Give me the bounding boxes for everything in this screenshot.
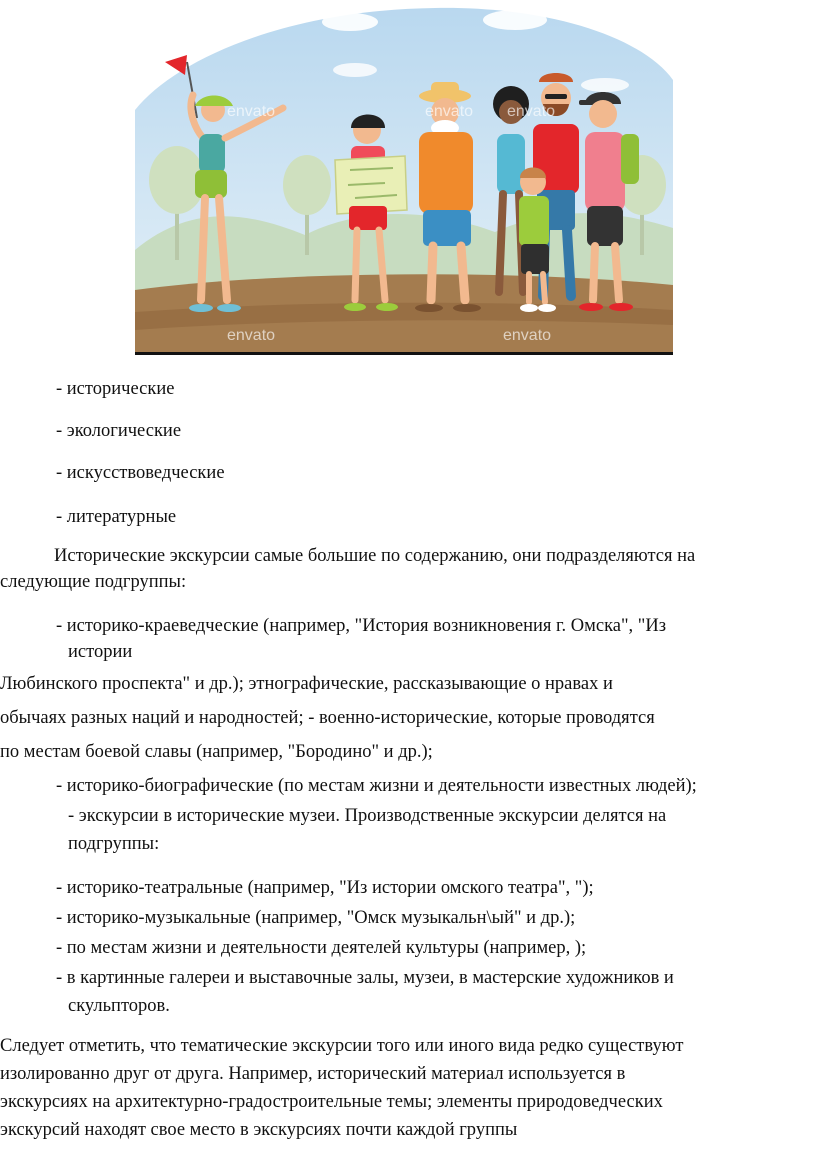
paragraph-line: по местам боевой славы (например, "Бородино" и др.); <box>0 742 433 762</box>
tourists-illustration <box>135 0 673 352</box>
list-item: - историко-краеведческие (например, "История возникновения г. Омска", "Из <box>56 616 667 636</box>
paragraph-line: экскурсиях на архитектурно-градостроительные темы; элементы природоведческих <box>0 1092 663 1112</box>
watermark-text: envato <box>425 103 474 120</box>
watermark-text: envato <box>227 327 276 344</box>
list-item: - по местам жизни и деятельности деятелей культуры (например, ); <box>56 938 587 958</box>
watermark-text: envato <box>507 103 556 120</box>
list-item: истории <box>68 642 133 662</box>
list-item: - экскурсии в исторические музеи. Производственные экскурсии делятся на <box>68 806 667 826</box>
list-item: - исторические <box>56 379 175 399</box>
list-item: - искусствоведческие <box>56 463 225 483</box>
list-item: - историко-биографические (по местам жизни и деятельности известных людей); <box>56 776 697 796</box>
list-item: - историко-театральные (например, "Из истории омского театра", "); <box>56 878 594 898</box>
paragraph-line: экскурсий находят свое место в экскурсиях почти каждой группы <box>0 1120 518 1140</box>
list-item: скульпторов. <box>68 996 170 1016</box>
paragraph-line: изолированно друг от друга. Например, исторический материал используется в <box>0 1064 626 1084</box>
cloud <box>322 13 378 31</box>
list-item: - экологические <box>56 421 182 441</box>
paragraph-line: Исторические экскурсии самые большие по содержанию, они подразделяются на <box>54 546 696 566</box>
paragraph-line: Любинского проспекта" и др.); этнографические, рассказывающие о нравах и <box>0 674 613 694</box>
list-item: - в картинные галереи и выставочные залы, музеи, в мастерские художников и <box>56 968 674 988</box>
image-underline <box>135 352 673 355</box>
paragraph-line: обычаях разных наций и народностей; - военно-исторические, которые проводятся <box>0 708 655 728</box>
cloud <box>483 10 547 30</box>
list-item: подгруппы: <box>68 834 160 854</box>
watermark-text: envato <box>227 103 276 120</box>
watermark-text: envato <box>503 327 552 344</box>
list-item: - литературные <box>56 507 177 527</box>
paragraph-line: Следует отметить, что тематические экскурсии того или иного вида редко существуют <box>0 1036 684 1056</box>
paragraph-line: следующие подгруппы: <box>0 572 187 592</box>
cloud <box>333 63 377 77</box>
cloud <box>581 78 629 92</box>
list-item: - историко-музыкальные (например, "Омск музыкальн\ый" и др.); <box>56 908 576 928</box>
